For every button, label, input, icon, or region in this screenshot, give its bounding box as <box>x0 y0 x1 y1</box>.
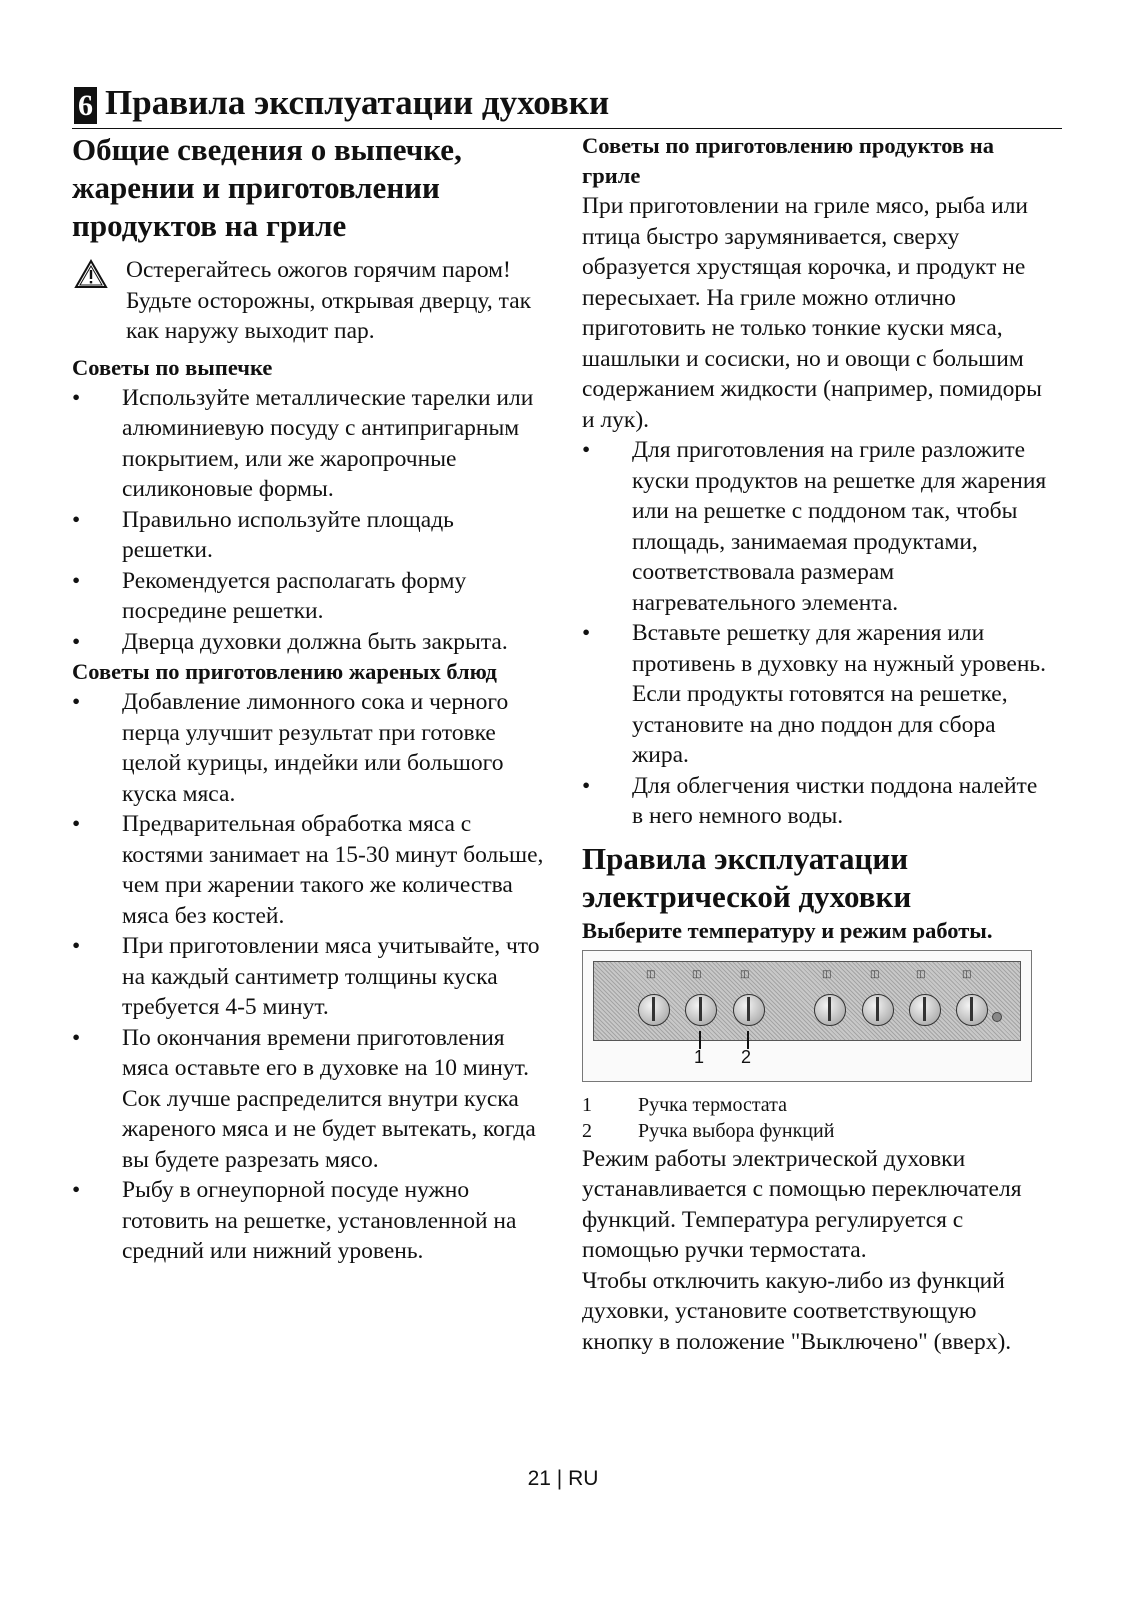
roasting-tips-title: Советы по приготовлению жареных блюд <box>72 659 497 684</box>
roasting-tips-list <box>72 687 550 1267</box>
function-symbol-icon: ◫ <box>962 968 972 980</box>
control-panel-figure <box>582 950 1032 1082</box>
right-column <box>582 131 1052 1357</box>
chapter-title: Правила эксплуатации духовки <box>105 83 610 122</box>
electric-para-2: Чтобы отключить какую-либо из функций духовки, установите соответствующую кнопку в положение "Выключено" (вверх). <box>582 1267 1012 1355</box>
hob-knob-icon <box>909 994 941 1026</box>
legend-item <box>582 1092 1052 1118</box>
list-item: • Рекомендуется располагать форму посредине решетки. <box>72 567 467 624</box>
bullet-icon: • <box>72 506 81 533</box>
left-column <box>72 131 550 1267</box>
legend-key: 1 <box>582 1093 592 1116</box>
thermostat-knob-icon <box>685 994 717 1026</box>
bullet-icon: • <box>72 689 81 715</box>
list-item: • При приготовлении мяса учитывайте, что на каждый сантиметр толщины куска требуется 4-5 минут. <box>72 933 540 1020</box>
list-item: • Предварительная обработка мяса с костями занимает на 15-30 минут больше, чем при жарении такого же количества мяса без костей. <box>72 811 544 929</box>
control-knob-icon <box>638 994 670 1026</box>
function-knob-icon <box>733 994 765 1026</box>
list-item: • Дверца духовки должна быть закрыта. <box>72 627 550 658</box>
bullet-icon: • <box>72 1024 81 1051</box>
electric-subheading: Выберите температуру и режим работы. <box>582 917 993 943</box>
marker-label-2: 2 <box>741 1046 752 1067</box>
grill-tips-title: Советы по приготовлению продуктов на гриле <box>582 133 994 188</box>
page-footer <box>0 1467 1126 1491</box>
marker-label-1: 1 <box>694 1046 705 1067</box>
list-item: • Добавление лимонного сока и черного перца улучшит результат при готовке целой курицы, индейки или большого куска мяса. <box>72 689 509 807</box>
list-item: • Рыбу в огнеупорной посуде нужно готовить на решетке, установленной на средний или нижний уровень. <box>72 1177 517 1264</box>
chapter-header <box>72 78 1062 129</box>
warning-triangle-icon <box>74 259 108 289</box>
legend-text: Ручка термостата <box>638 1093 788 1116</box>
list-item: • Вставьте решетку для жарения или противень в духовку на нужный уровень. Если продукты готовятся на решетке, установите на дно поддон для сбора жира. <box>582 620 1047 768</box>
legend-text: Ручка выбора функций <box>638 1119 835 1142</box>
function-symbol-icon: ◫ <box>646 968 656 980</box>
electric-para-1: Режим работы электрической духовки устанавливается с помощью переключателя функций. Температура регулируется с помощью ручки термостата. <box>582 1145 1022 1263</box>
hob-knob-icon <box>814 994 846 1026</box>
bullet-icon: • <box>72 384 81 411</box>
legend-item <box>582 1118 1052 1144</box>
footer-separator: | <box>556 1467 563 1490</box>
hob-knob-icon <box>956 994 988 1026</box>
baking-tips-list <box>72 383 550 658</box>
control-panel <box>593 961 1021 1041</box>
bullet-icon: • <box>72 567 81 594</box>
grill-tips-list <box>582 435 1052 832</box>
list-item: • Для облегчения чистки поддона налейте в него немного воды. <box>582 772 1038 829</box>
section-heading-general: Общие сведения о выпечке, жарении и приготовлении продуктов на гриле <box>72 132 462 243</box>
function-symbol-icon: ◫ <box>692 968 702 980</box>
baking-tips-title: Советы по выпечке <box>72 354 273 380</box>
list-item: • По окончания времени приготовления мяса оставьте его в духовке на 10 минут. Сок лучше распределится внутри куска жареного мяса и не будет вытекать, когда вы будете разрезать мясо. <box>72 1024 536 1173</box>
bullet-icon: • <box>72 933 81 959</box>
function-symbol-icon: ◫ <box>822 968 832 980</box>
bullet-icon: • <box>72 628 81 655</box>
warning-text-1: Остерегайтесь ожогов горячим паром! <box>126 257 511 283</box>
footer-language: RU <box>568 1467 599 1490</box>
indicator-lamp-icon <box>992 1012 1002 1022</box>
chapter-number: 6 <box>74 87 97 124</box>
function-symbol-icon: ◫ <box>740 968 750 980</box>
function-symbol-icon: ◫ <box>870 968 880 980</box>
bullet-icon: • <box>582 620 591 646</box>
legend-key: 2 <box>582 1119 592 1142</box>
warning-text-2: Будьте осторожны, открывая дверцу, так как наружу выходит пар. <box>126 287 532 344</box>
hob-knob-icon <box>862 994 894 1026</box>
page-number: 21 <box>527 1467 551 1490</box>
bullet-icon: • <box>72 811 81 837</box>
list-item: • Для приготовления на гриле разложите куски продуктов на решетке для жарения или на решетке с поддоном так, чтобы площадь, занимаемая продуктами, соответствовала размерам нагревательного элемента. <box>582 437 1047 616</box>
section-heading-electric: Правила эксплуатации электрической духовки <box>582 840 912 914</box>
list-item: • Используйте металлические тарелки или алюминиевую посуду с антипригарным покрытием, или же жаропрочные силиконовые формы. <box>72 384 534 502</box>
grill-intro: При приготовлении на гриле мясо, рыба или птица быстро зарумянивается, сверху образуется хрустящая корочка, и продукт не пересыхает. На гриле можно отлично приготовить не только тонкие куски мяса, шашлыки и сосиски, но и овощи с большим содержанием жидкости (например, помидоры и лук). <box>582 193 1042 433</box>
bullet-icon: • <box>582 772 591 799</box>
function-symbol-icon: ◫ <box>916 968 926 980</box>
bullet-icon: • <box>582 437 591 463</box>
warning-block <box>72 255 550 347</box>
list-item: • Правильно используйте площадь решетки. <box>72 506 454 563</box>
bullet-icon: • <box>72 1177 81 1203</box>
